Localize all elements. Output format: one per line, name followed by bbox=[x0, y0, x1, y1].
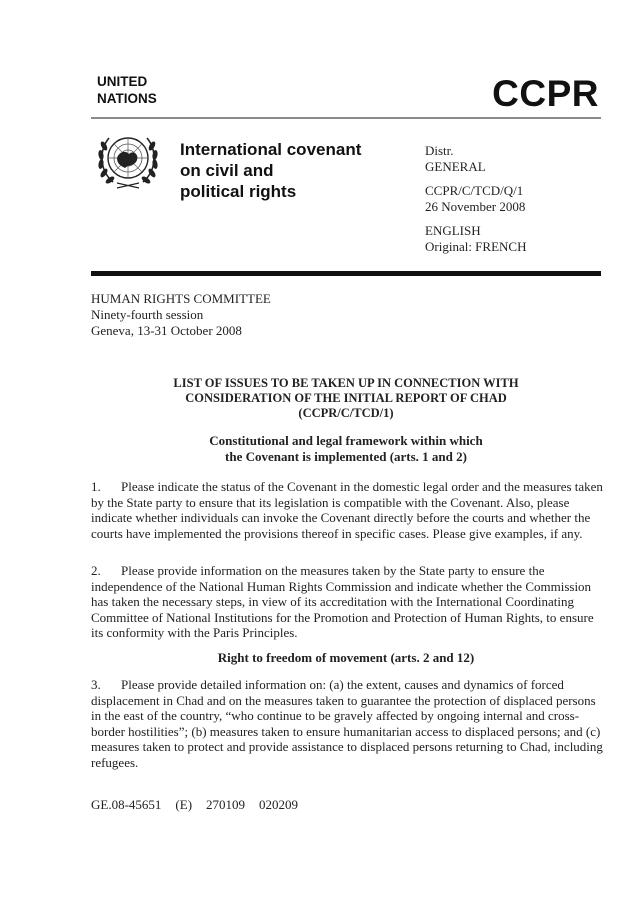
distribution-block bbox=[425, 143, 526, 263]
language-code: (E) bbox=[175, 797, 193, 812]
job-number: GE.08-45651 bbox=[91, 797, 162, 812]
section-heading-line-1: Right to freedom of movement (arts. 2 and 12) bbox=[217, 650, 475, 665]
paragraph-number: 3. bbox=[91, 677, 101, 692]
paragraph-text: Please provide information on the measures taken by the State party to ensure the independence of the National Human Rights Commission and indicate whether the Commission has taken the necessary steps, in view of its accreditation with the International Coordinating Committee of National Institutions for the Promotion and Protection of Human Rights, to ensure its conformity with the Paris Principles. bbox=[91, 563, 594, 641]
covenant-title-line-3: political rights bbox=[180, 182, 297, 201]
title-line-2: CONSIDERATION OF THE INITIAL REPORT OF CHAD bbox=[185, 391, 507, 405]
title-line-3: (CCPR/C/TCD/1) bbox=[298, 406, 394, 420]
paragraph-text: Please provide detailed information on: (a) the extent, causes and dynamics of forced displacement in Chad and on the measures taken to guarantee the protection of displaced persons in the east of the country, “who continue to be gravely affected by ongoing internal and cross-border hostilities”; (b) measures taken to ensure humanitarian access to displaced persons; and (c) measures taken to protect and provide assistance to displaced persons returning to Chad, including refugees. bbox=[91, 677, 603, 770]
paragraph-number: 1. bbox=[91, 479, 101, 494]
committee-block bbox=[91, 291, 271, 339]
title-line-1: LIST OF ISSUES TO BE TAKEN UP IN CONNECTION WITH bbox=[173, 376, 519, 390]
distr-label: Distr. bbox=[425, 143, 454, 158]
document-date: 26 November 2008 bbox=[425, 199, 526, 214]
document-footer bbox=[91, 797, 312, 813]
org-line-1: UNITED bbox=[97, 74, 148, 89]
covenant-title bbox=[180, 139, 400, 202]
header-divider-thin bbox=[91, 117, 601, 119]
date-code-2: 020209 bbox=[259, 797, 299, 812]
paragraph-2 bbox=[91, 563, 603, 641]
paragraph-1 bbox=[91, 479, 603, 541]
covenant-title-line-2: on civil and bbox=[180, 161, 274, 180]
document-title bbox=[91, 376, 601, 421]
original-language: Original: FRENCH bbox=[425, 239, 527, 254]
committee-place-dates: Geneva, 13-31 October 2008 bbox=[91, 323, 242, 338]
org-line-2: NATIONS bbox=[97, 91, 157, 106]
section-heading-legal-framework bbox=[91, 433, 601, 465]
un-emblem-icon bbox=[95, 128, 161, 192]
paragraph-text: Please indicate the status of the Covenant in the domestic legal order and the measures taken by the State party to ensure that its legislation is compatible with the Covenant. Also, please indicate whether individuals can invoke the Covenant directly before the courts and whether the courts have implemented the provisions thereof in specific cases. Please give examples, if any. bbox=[91, 479, 603, 541]
document-symbol: CCPR/C/TCD/Q/1 bbox=[425, 183, 524, 198]
document-language: ENGLISH bbox=[425, 223, 481, 238]
header-divider-thick bbox=[91, 271, 601, 276]
section-heading-line-2: the Covenant is implemented (arts. 1 and 2) bbox=[225, 449, 467, 464]
distr-value: GENERAL bbox=[425, 159, 486, 174]
document-series-symbol: CCPR bbox=[492, 73, 599, 114]
committee-name: HUMAN RIGHTS COMMITTEE bbox=[91, 291, 271, 306]
covenant-title-line-1: International covenant bbox=[180, 140, 362, 159]
section-heading-freedom-of-movement bbox=[91, 650, 601, 666]
committee-session: Ninety-fourth session bbox=[91, 307, 204, 322]
paragraph-3 bbox=[91, 677, 603, 771]
section-heading-line-1: Constitutional and legal framework within which bbox=[209, 433, 483, 448]
date-code-1: 270109 bbox=[206, 797, 246, 812]
paragraph-number: 2. bbox=[91, 563, 101, 578]
un-wordmark bbox=[97, 73, 157, 107]
